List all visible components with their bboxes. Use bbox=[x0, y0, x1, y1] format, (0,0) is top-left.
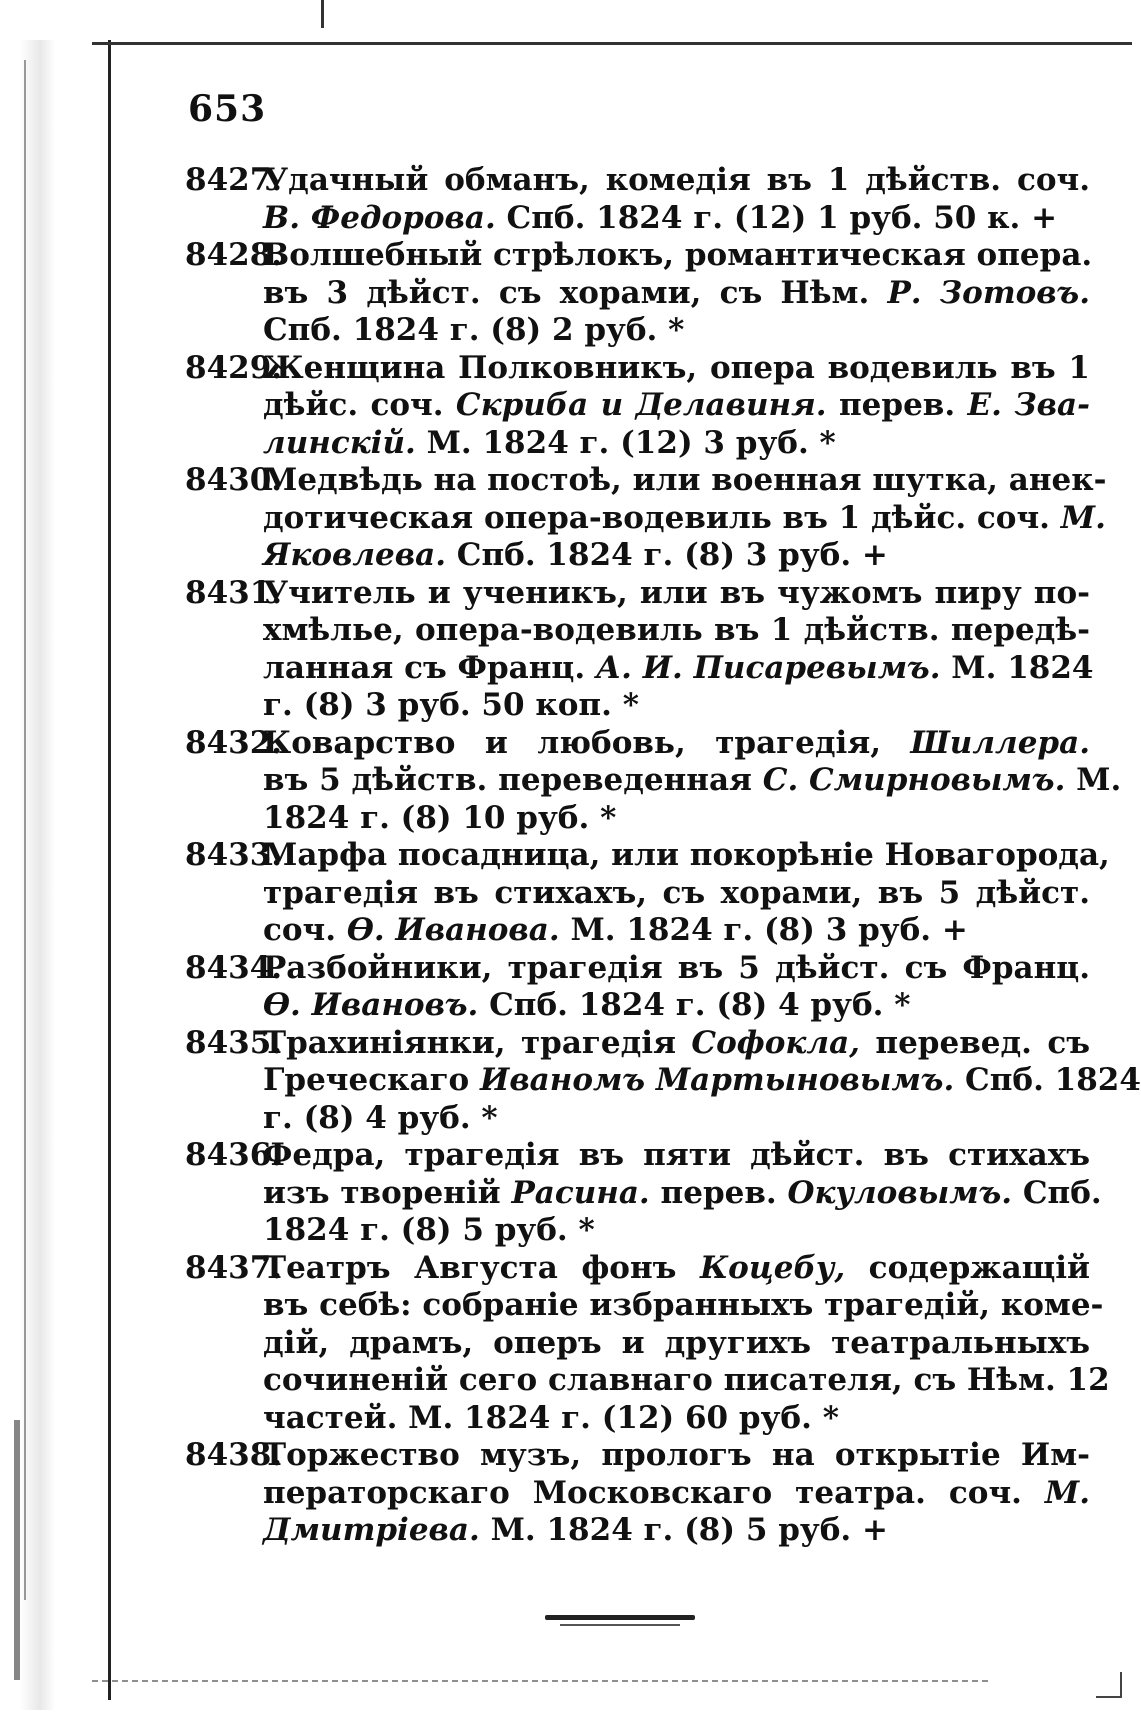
entry-line bbox=[263, 275, 1090, 313]
entry-text: 1824 г. (8) 5 руб. * bbox=[263, 1212, 595, 1248]
entry-italic-text: Р. Зотовъ. bbox=[887, 274, 1090, 311]
entry-text: въ 5 дѣйств. переведенная bbox=[263, 762, 763, 798]
entry-text: М. 1824 bbox=[940, 649, 1094, 686]
catalog-entry bbox=[185, 837, 1110, 950]
entry-text: Спб. 1824 г. (12) 1 руб. 50 к. + bbox=[495, 199, 1058, 236]
entry-text: дотическая опера-водевиль въ 1 дѣйс. соч. bbox=[263, 499, 1061, 536]
entry-text: ланная съ Франц. bbox=[263, 649, 596, 686]
catalog-entry bbox=[185, 462, 1107, 575]
entry-line bbox=[263, 912, 1090, 950]
entry-number: 8431. bbox=[185, 574, 283, 611]
entry-italic-text: Яковлева. bbox=[263, 537, 447, 573]
entry-italic-text: С. Смирновымъ. bbox=[762, 762, 1066, 798]
entry-line bbox=[263, 1100, 1090, 1138]
entry-text: Учитель и ученикъ, или въ чужомъ пиру по- bbox=[263, 574, 1090, 611]
catalog-entries bbox=[185, 162, 1141, 1550]
entry-line bbox=[263, 875, 1090, 913]
entry-text: въ 3 дѣйст. съ хорами, съ Нѣм. bbox=[263, 274, 888, 311]
entry-line bbox=[263, 1250, 1090, 1288]
entry-text: Медвѣдь на постоѣ, или военная шутка, анек- bbox=[263, 462, 1107, 498]
entry-line bbox=[263, 987, 1090, 1025]
entry-text: Спб. 1824 г. (8) 2 руб. * bbox=[263, 312, 685, 348]
entry-line bbox=[263, 612, 1090, 650]
entry-text: содержащій bbox=[845, 1249, 1091, 1286]
entry-number: 8430. bbox=[185, 462, 283, 498]
entry-number: 8438. bbox=[185, 1437, 283, 1473]
entry-text: г. (8) 4 руб. * bbox=[263, 1099, 498, 1136]
catalog-entry bbox=[185, 1137, 1102, 1250]
page-number: 653 bbox=[188, 88, 267, 130]
entry-italic-text: Е. Зва- bbox=[967, 387, 1090, 423]
entry-text: перев. bbox=[649, 1174, 788, 1211]
entry-text: соч. bbox=[263, 912, 347, 948]
entry-line bbox=[263, 200, 1090, 238]
margin-noise bbox=[24, 60, 26, 1600]
entry-text: Спб. 1824 г. (8) 4 руб. * bbox=[478, 987, 911, 1023]
entry-line bbox=[263, 1174, 1102, 1213]
entry-line bbox=[263, 1512, 1090, 1550]
catalog-entry bbox=[185, 350, 1090, 463]
catalog-entry bbox=[185, 950, 1090, 1025]
entry-italic-text: Расина. bbox=[511, 1174, 650, 1211]
entry-line bbox=[263, 1362, 1110, 1400]
entry-text: Торжество музъ, прологъ на открытіе Им- bbox=[263, 1437, 1090, 1473]
entry-number: 8435. bbox=[185, 1024, 283, 1061]
entry-italic-text: М. bbox=[1044, 1474, 1090, 1511]
entry-italic-text: Дмитріева. bbox=[263, 1512, 480, 1548]
entry-line bbox=[263, 837, 1110, 875]
catalog-entry bbox=[185, 237, 1093, 350]
entry-text: частей. М. 1824 г. (12) 60 руб. * bbox=[263, 1399, 839, 1436]
entry-text: перевед. съ bbox=[859, 1024, 1090, 1061]
entry-text: изъ твореній bbox=[263, 1174, 512, 1211]
entry-text: М. 1824 г. (12) 3 руб. * bbox=[415, 424, 836, 461]
entry-italic-text: Иваномъ Мартыновымъ. bbox=[480, 1062, 955, 1098]
entry-italic-text: Скриба и Делавиня. bbox=[455, 387, 827, 423]
entry-line bbox=[263, 1437, 1090, 1475]
entry-text: сочиненій сего славнаго писателя, съ Нѣм. 12 bbox=[263, 1362, 1110, 1398]
entry-line bbox=[263, 499, 1106, 538]
entry-line bbox=[263, 1325, 1090, 1363]
entry-text: 1824 г. (8) 10 руб. * bbox=[263, 799, 617, 836]
entry-number: 8428. bbox=[185, 237, 283, 273]
entry-line bbox=[263, 1287, 1104, 1325]
corner-mark bbox=[1096, 1672, 1122, 1698]
entry-text: перев. bbox=[826, 387, 968, 423]
entry-line bbox=[263, 575, 1090, 613]
entry-italic-text: Шиллера. bbox=[910, 724, 1090, 761]
entry-text: въ себѣ: собраніе избранныхъ трагедій, коме- bbox=[263, 1287, 1104, 1323]
entry-text: Спб. bbox=[1012, 1174, 1102, 1211]
entry-italic-text: Коцебу, bbox=[699, 1249, 846, 1286]
entry-text: Греческаго bbox=[263, 1062, 481, 1098]
catalog-entry bbox=[185, 574, 1094, 725]
entry-italic-text: Ѳ. Иванова. bbox=[346, 912, 560, 948]
entry-line bbox=[263, 800, 1090, 838]
entry-number: 8434. bbox=[185, 949, 283, 986]
entry-number: 8427. bbox=[185, 162, 283, 198]
entry-line bbox=[263, 387, 1090, 425]
entry-line bbox=[263, 350, 1090, 388]
catalog-entry bbox=[185, 724, 1122, 838]
entry-number: 8432. bbox=[185, 724, 283, 761]
entry-text: дѣйс. соч. bbox=[263, 387, 456, 423]
entry-italic-text: В. Федорова. bbox=[263, 199, 496, 236]
entry-line bbox=[263, 537, 1090, 575]
entry-line bbox=[263, 725, 1090, 763]
entry-text: Коварство и любовь, трагедія, bbox=[263, 724, 911, 761]
entry-line bbox=[263, 1212, 1090, 1250]
entry-text: Удачный обманъ, комедія въ 1 дѣйств. соч. bbox=[263, 162, 1090, 198]
entry-number: 8433. bbox=[185, 837, 283, 873]
footer-rule bbox=[545, 1615, 695, 1620]
entry-text: г. (8) 3 руб. 50 коп. * bbox=[263, 687, 639, 723]
entry-text: Театръ Августа фонъ bbox=[263, 1249, 700, 1286]
entry-line bbox=[263, 162, 1090, 200]
entry-text: Спб. 1824 г. (8) 3 руб. + bbox=[446, 537, 888, 573]
entry-text: Федра, трагедія въ пяти дѣйст. въ стихахъ bbox=[263, 1137, 1090, 1173]
catalog-entry bbox=[185, 1249, 1110, 1438]
entry-line bbox=[263, 687, 1090, 725]
entry-line bbox=[263, 1400, 1090, 1438]
entry-text: хмѣлье, опера-водевиль въ 1 дѣйств. передѣ- bbox=[263, 612, 1090, 648]
entry-italic-text: Софокла, bbox=[691, 1024, 860, 1061]
entry-text: дій, драмъ, оперъ и другихъ театральныхъ bbox=[263, 1324, 1090, 1361]
entry-line bbox=[263, 462, 1107, 500]
entry-text: М. 1824 г. (8) 3 руб. + bbox=[559, 912, 968, 948]
catalog-entry bbox=[185, 1437, 1090, 1550]
entry-italic-text: Ѳ. Ивановъ. bbox=[263, 987, 479, 1023]
entry-italic-text: Окуловымъ. bbox=[787, 1174, 1013, 1211]
entry-line bbox=[263, 425, 1090, 463]
entry-italic-text: линскій. bbox=[263, 424, 416, 461]
entry-line bbox=[263, 237, 1093, 275]
entry-number: 8429. bbox=[185, 349, 283, 386]
entry-line bbox=[263, 1475, 1090, 1513]
entry-text: Марфа посадница, или покорѣніе Новагорода, bbox=[263, 837, 1110, 873]
entry-text: Разбойники, трагедія въ 5 дѣйст. съ Франц. bbox=[263, 949, 1090, 986]
entry-line bbox=[263, 762, 1122, 800]
entry-number: 8437. bbox=[185, 1249, 283, 1286]
entry-line bbox=[263, 950, 1090, 988]
entry-text: М. 1824 г. (8) 5 руб. + bbox=[479, 1512, 888, 1548]
entry-text: Волшебный стрѣлокъ, романтическая опера. bbox=[263, 237, 1093, 273]
entry-number: 8436. bbox=[185, 1137, 283, 1173]
entry-text: ператорскаго Московскаго театра. соч. bbox=[263, 1474, 1045, 1511]
entry-line bbox=[263, 1062, 1141, 1100]
entry-text: трагедія въ стихахъ, съ хорами, въ 5 дѣйст. bbox=[263, 874, 1090, 911]
bottom-scan-noise bbox=[92, 1680, 992, 1682]
catalog-entry bbox=[185, 162, 1090, 237]
entry-italic-text: М. bbox=[1060, 499, 1106, 536]
entry-text: Спб. 1824 bbox=[954, 1062, 1141, 1098]
catalog-entry bbox=[185, 1024, 1141, 1138]
entry-text: Женщина Полковникъ, опера водевиль въ 1 bbox=[263, 349, 1090, 386]
entry-line bbox=[263, 1137, 1090, 1175]
footer-rule-thin bbox=[560, 1624, 680, 1626]
entry-text: М. bbox=[1065, 762, 1122, 798]
top-edge-mark bbox=[321, 0, 324, 28]
margin-noise-bottom bbox=[14, 1420, 20, 1680]
entry-italic-text: А. И. Писаревымъ. bbox=[595, 649, 941, 686]
entry-line bbox=[263, 312, 1090, 350]
entry-line bbox=[263, 649, 1094, 688]
entry-line bbox=[263, 1025, 1090, 1063]
entry-text: Трахиніянки, трагедія bbox=[263, 1024, 692, 1061]
